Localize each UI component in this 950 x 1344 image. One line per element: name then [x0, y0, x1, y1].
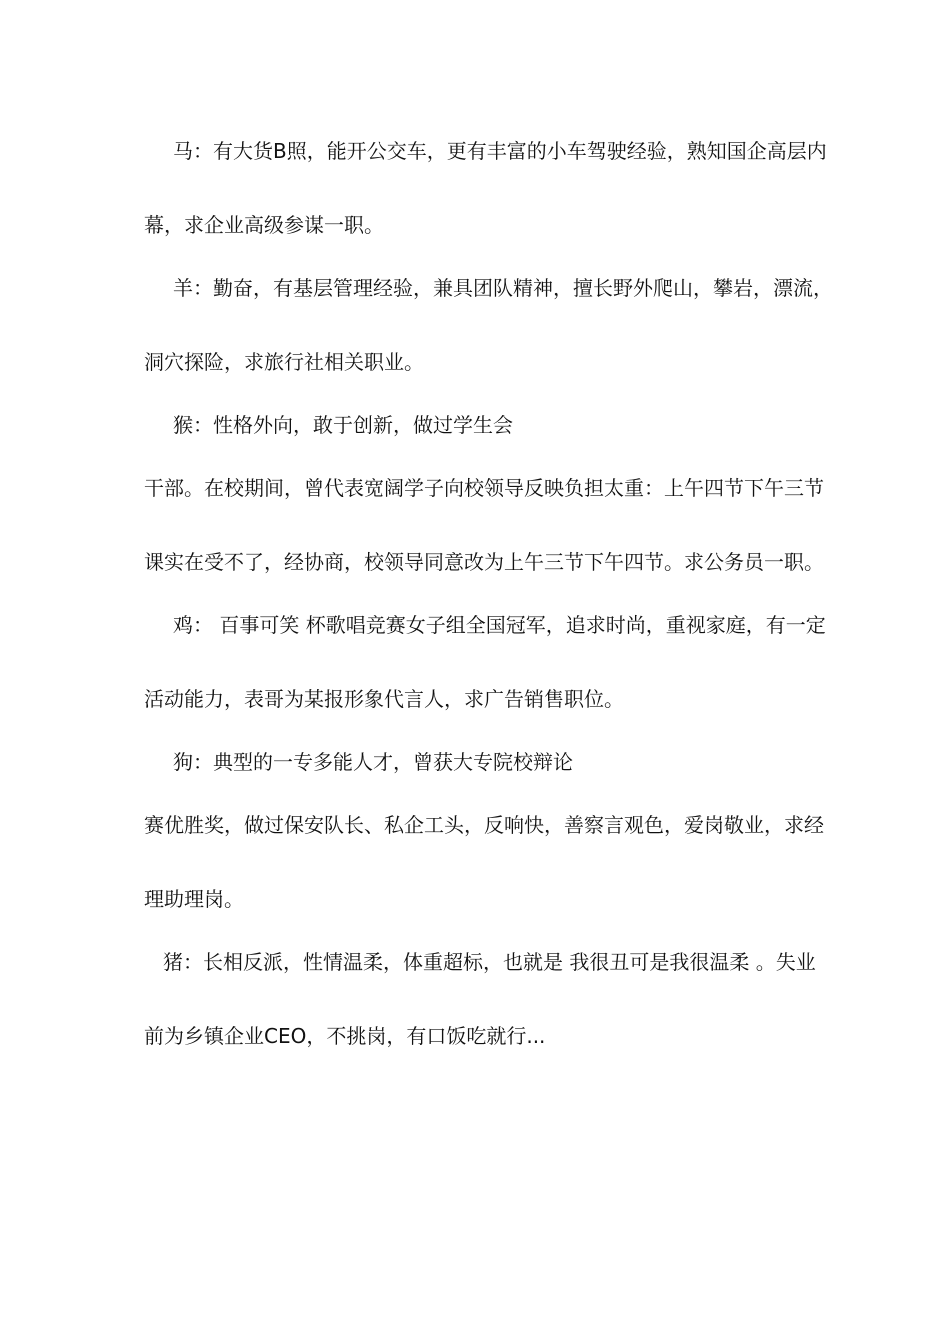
paragraph-pig-line-2: 前为乡镇企业CEO，不挑岗，有口饭吃就行... — [144, 1024, 546, 1048]
paragraph-sheep-line-2: 洞穴探险，求旅行社相关职业。 — [144, 350, 424, 374]
paragraph-rooster-line-1: 鸡： 百事可笑 杯歌唱竞赛女子组全国冠军，追求时尚，重视家庭，有一定 — [173, 613, 826, 637]
paragraph-dog-line-3: 理助理岗。 — [144, 887, 244, 911]
paragraph-monkey-line-3: 课实在受不了，经协商，校领导同意改为上午三节下午四节。求公务员一职。 — [144, 550, 824, 574]
paragraph-horse-line-1: 马：有大货B照，能开公交车，更有丰富的小车驾驶经验，熟知国企高层内 — [173, 139, 827, 163]
paragraph-rooster-line-2: 活动能力，表哥为某报形象代言人，求广告销售职位。 — [144, 687, 624, 711]
paragraph-dog-line-1: 狗：典型的一专多能人才，曾获大专院校辩论 — [173, 750, 573, 774]
paragraph-pig-line-1: 猪：长相反派，性情温柔，体重超标，也就是 我很丑可是我很温柔 。失业 — [163, 950, 816, 974]
paragraph-horse-line-2: 幕，求企业高级参谋一职。 — [144, 213, 384, 237]
paragraph-monkey-line-1: 猴：性格外向，敢于创新，做过学生会 — [173, 413, 513, 437]
paragraph-dog-line-2: 赛优胜奖，做过保安队长、私企工头，反响快，善察言观色，爱岗敬业，求经 — [144, 813, 824, 837]
paragraph-monkey-line-2: 干部。在校期间，曾代表宽阔学子向校领导反映负担太重：上午四节下午三节 — [144, 476, 824, 500]
paragraph-sheep-line-1: 羊：勤奋，有基层管理经验，兼具团队精神，擅长野外爬山，攀岩，漂流， — [173, 276, 833, 300]
